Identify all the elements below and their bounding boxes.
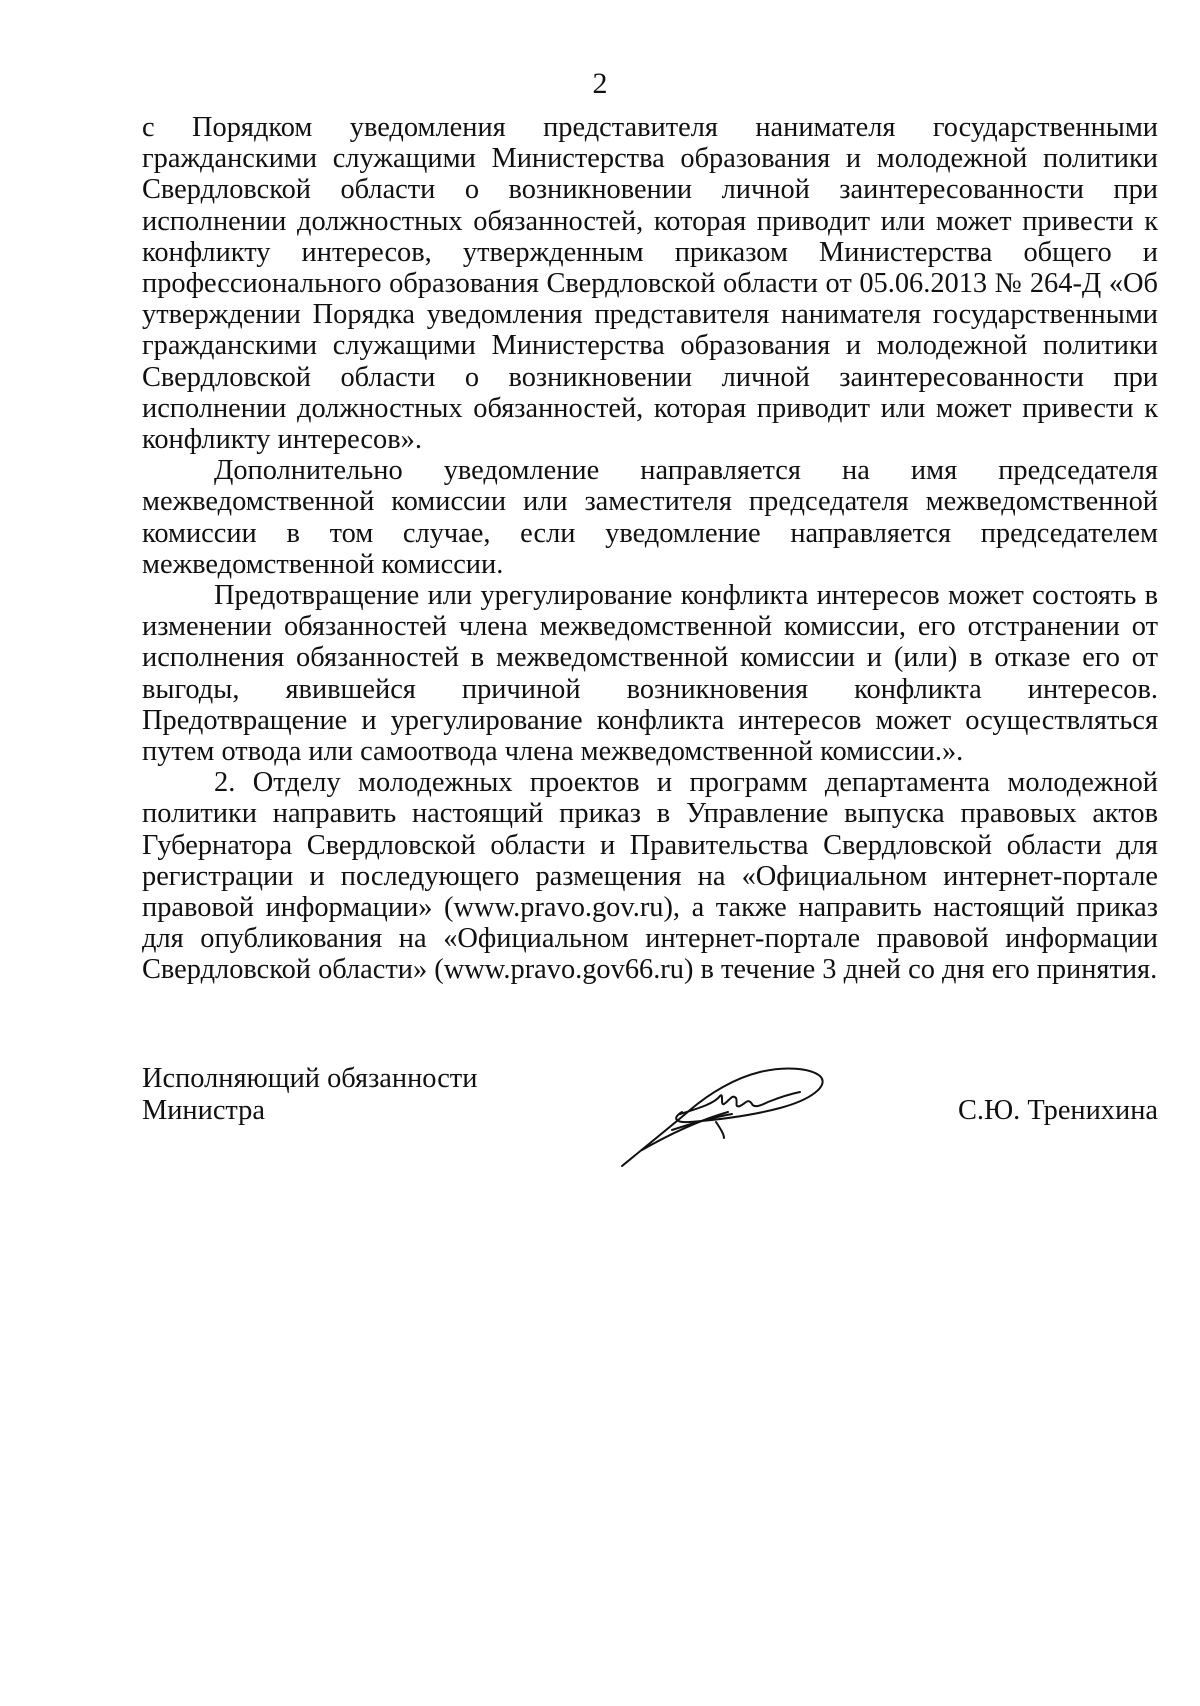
signatory-position-line2: Министра [142, 1095, 265, 1126]
handwritten-signature [620, 1048, 840, 1168]
paragraph-conflict-prevention: Предотвращение или урегулирование конфликта интересов может состоять в изменении обязанностей члена межведомственной комиссии, его отстранении от исполнения обязанностей в межведомственной комиссии и (или) в отказе его от выгоды, явившейся причиной возникновения конфликта интересов. Предотвращение и урегулирование конфликта интересов может осуществляться путем отвода или самоотвода члена межведомственной комиссии.». [142, 580, 1158, 768]
signatory-position [142, 1063, 477, 1127]
signatory-position-line1: Исполняющий обязанности [142, 1063, 478, 1094]
paragraph-additional-notification: Дополнительно уведомление направляется на имя председателя межведомственной комиссии или заместителя председателя межведомственной комиссии в том случае, если уведомление направляется председателем межведомственной комиссии. [142, 455, 1158, 580]
document-body [142, 112, 1158, 986]
paragraph-item-2: 2. Отделу молодежных проектов и программ департамента молодежной политики направить настоящий приказ в Управление выпуска правовых актов Губернатора Свердловской области и Правительства Свердловской области для регистрации и последующего размещения на «Официальном интернет-портале правовой информации» (www.pravo.gov.ru), а также направить настоящий приказ для опубликования на «Официальном интернет-портале правовой информации Свердловской области» (www.pravo.gov66.ru) в течение 3 дней со дня его принятия. [142, 767, 1158, 986]
paragraph-continuation: с Порядком уведомления представителя нанимателя государственными гражданскими служащими Министерства образования и молодежной политики Свердловской области о возникновении личной заинтересованности при исполнении должностных обязанностей, которая приводит или может привести к конфликту интересов, утвержденным приказом Министерства общего и профессионального образования Свердловской области от 05.06.2013 № 264-Д «Об утверждении Порядка уведомления представителя нанимателя государственными гражданскими служащими Министерства образования и молодежной политики Свердловской области о возникновении личной заинтересованности при исполнении должностных обязанностей, которая приводит или может привести к конфликту интересов». [142, 112, 1158, 456]
signer-name: С.Ю. Тренихина [957, 1095, 1158, 1126]
page-number: 2 [592, 67, 608, 100]
